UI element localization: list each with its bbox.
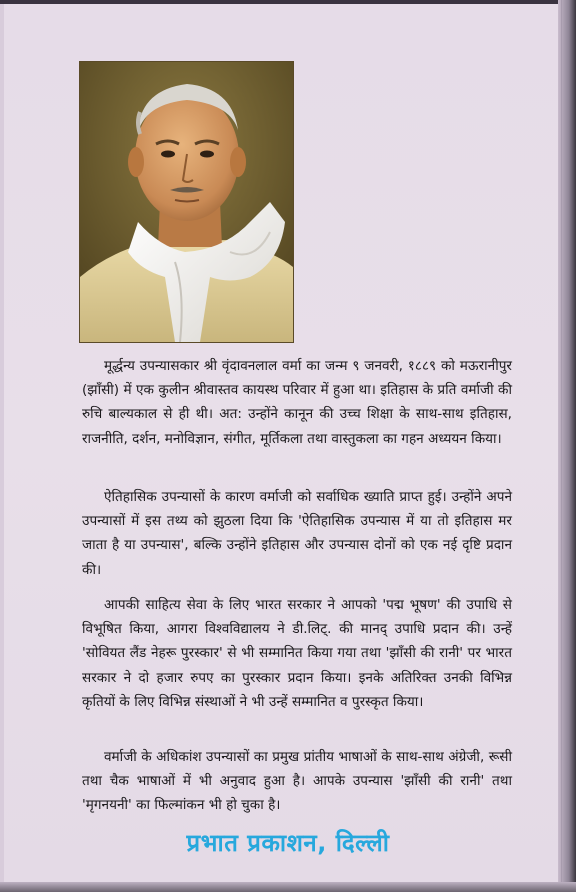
paragraph-text: ऐतिहासिक उपन्यासों के कारण वर्माजी को सर्वाधिक ख्याति प्राप्त हुई। उन्होंने अपने उपन्यासों में इस तथ्य को झुठला दिया कि 'ऐतिहासिक उपन्यास में या तो इतिहास मर जाता है या उपन्यास', बल्कि उन्होंने इतिहास और उपन्यास दोनों को एक नई दृष्टि प्रदान की। — [82, 489, 512, 578]
spine-crease — [561, 0, 562, 892]
author-bio-paragraph-4 — [82, 745, 512, 818]
cover-top-edge — [0, 0, 576, 4]
paragraph-text: वर्माजी के अधिकांश उपन्यासों का प्रमुख प्रांतीय भाषाओं के साथ-साथ अंग्रेजी, रूसी तथा चैक भाषाओं में भी अनुवाद हुआ है। आपके उपन्यास 'झाँसी की रानी' तथा 'मृगनयनी' का फिल्मांकन भी हो चुका है। — [82, 749, 512, 814]
paragraph-text: मूर्द्धन्य उपन्यासकार श्री वृंदावनलाल वर्मा का जन्म ९ जनवरी, १८८९ को मऊरानीपुर (झाँसी) में एक कुलीन श्रीवास्तव कायस्थ परिवार में हुआ था। इतिहास के प्रति वर्माजी की रुचि बाल्यकाल से ही थी। अत: उन्होंने कानून की उच्च शिक्षा के साथ-साथ इतिहास, राजनीति, दर्शन, मनोविज्ञान, संगीत, मूर्तिकला तथा वास्तुकला का गहन अध्ययन किया। — [82, 358, 512, 447]
publisher-name: प्रभात प्रकाशन, दिल्ली — [186, 829, 390, 857]
author-bio-paragraph-3 — [82, 593, 512, 714]
cover-left-edge — [0, 0, 4, 892]
cover-bottom-edge — [0, 882, 576, 892]
author-portrait — [80, 62, 293, 342]
author-bio-paragraph-2 — [82, 485, 512, 582]
paragraph-text: आपकी साहित्य सेवा के लिए भारत सरकार ने आपको 'पद्म भूषण' की उपाधि से विभूषित किया, आगरा विश्‍वविद्यालय ने डी.लिट्. की मानद् उपाधि प्रदान की। उन्हें 'सोवियत लैंड नेहरू पुरस्कार' से भी सम्मानित किया गया तथा 'झाँसी की रानी' पर भारत सरकार ने दो हजार रुपए का पुरस्कार प्रदान किया। इनके अतिरिक्त उनकी विभिन्न कृतियों के लिए विभिन्न संस्थाओं ने भी उन्हें सम्मानित व पुरस्कृत किया। — [82, 597, 512, 710]
author-bio-paragraph-1 — [82, 354, 512, 451]
